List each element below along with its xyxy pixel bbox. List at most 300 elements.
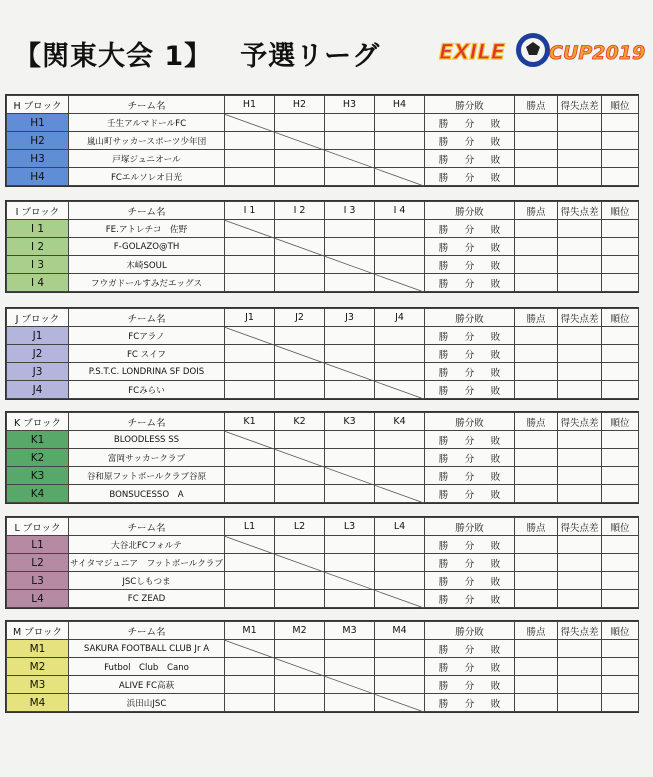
block-j [5,307,639,400]
points-header: 勝点 [515,518,558,536]
match-cell[interactable] [225,572,275,590]
points-cell[interactable] [515,327,558,345]
team-code: J3 [7,363,69,381]
rank-cell[interactable] [602,327,639,345]
team-code: M4 [7,694,69,712]
match-cell[interactable] [325,150,375,168]
team-name: BONSUCESSO A [69,485,225,503]
match-cell[interactable] [275,256,325,274]
wld-label: 敗 [490,260,501,272]
match-cell[interactable] [375,132,425,150]
match-cell[interactable] [375,572,425,590]
goal-diff-cell[interactable] [558,274,602,292]
match-cell[interactable] [225,467,275,485]
opponent-header: L1 [225,518,275,536]
block-name: K ブロック [7,413,69,431]
match-cell[interactable] [325,536,375,554]
wld-label: 勝 [438,278,449,290]
team-code: J4 [7,381,69,399]
league-table [6,412,639,503]
team-header: チーム名 [69,309,225,327]
table-row [7,381,639,399]
wld-cell [425,676,515,694]
wld-label: 分 [464,385,475,397]
match-cell[interactable] [225,590,275,608]
match-cell[interactable] [325,132,375,150]
wld-label: 敗 [490,471,501,483]
rank-cell[interactable] [602,694,639,712]
points-cell[interactable] [515,536,558,554]
rank-cell[interactable] [602,168,639,186]
match-cell[interactable] [375,381,425,399]
wld-label: 勝 [438,242,449,254]
match-cell[interactable] [325,327,375,345]
goal-diff-cell[interactable] [558,485,602,503]
match-cell[interactable] [325,238,375,256]
league-table [6,201,639,292]
team-name: 谷和原フットボールクラブ谷原 [69,467,225,485]
wld-header: 勝分敗 [425,518,515,536]
wld-header: 勝分敗 [425,309,515,327]
team-code: H3 [7,150,69,168]
team-name: SAKURA FOOTBALL CLUB Jr A [69,640,225,658]
team-name: フウガドールすみだエッグス [69,274,225,292]
match-cell[interactable] [325,363,375,381]
match-cell[interactable] [325,431,375,449]
match-cell[interactable] [375,449,425,467]
rank-header: 順位 [602,413,639,431]
match-cell[interactable] [375,640,425,658]
match-cell[interactable] [275,640,325,658]
match-cell[interactable] [225,238,275,256]
team-code: J1 [7,327,69,345]
team-name: 壬生アルマドールFC [69,114,225,132]
rank-cell[interactable] [602,345,639,363]
goal-diff-header: 得失点差 [558,518,602,536]
opponent-header: M2 [275,622,325,640]
match-cell[interactable] [375,467,425,485]
match-cell[interactable] [375,274,425,292]
goal-diff-cell[interactable] [558,640,602,658]
match-cell[interactable] [225,114,275,132]
rank-cell[interactable] [602,431,639,449]
points-cell[interactable] [515,363,558,381]
match-cell[interactable] [275,676,325,694]
wld-label: 分 [464,576,475,588]
team-code: L2 [7,554,69,572]
match-cell[interactable] [325,658,375,676]
points-cell[interactable] [515,220,558,238]
table-row [7,150,639,168]
rank-cell[interactable] [602,590,639,608]
match-cell[interactable] [325,274,375,292]
goal-diff-cell[interactable] [558,150,602,168]
opponent-header: L2 [275,518,325,536]
wld-label: 分 [464,367,475,379]
title-main: 【関東大会 1】 [14,41,213,72]
points-cell[interactable] [515,345,558,363]
rank-cell[interactable] [602,363,639,381]
goal-diff-cell[interactable] [558,238,602,256]
points-cell[interactable] [515,381,558,399]
wld-cell [425,572,515,590]
points-header: 勝点 [515,309,558,327]
block-name: L ブロック [7,518,69,536]
rank-cell[interactable] [602,132,639,150]
wld-label: 勝 [438,435,449,447]
match-cell[interactable] [325,168,375,186]
wld-cell [425,381,515,399]
wld-cell [425,238,515,256]
match-cell[interactable] [275,327,325,345]
wld-label: 勝 [438,385,449,397]
wld-cell [425,658,515,676]
wld-label: 分 [464,471,475,483]
goal-diff-cell[interactable] [558,327,602,345]
goal-diff-cell[interactable] [558,467,602,485]
match-cell[interactable] [275,590,325,608]
league-table [6,621,639,712]
wld-cell [425,640,515,658]
wld-cell [425,449,515,467]
match-cell[interactable] [275,274,325,292]
match-cell[interactable] [225,220,275,238]
points-cell[interactable] [515,640,558,658]
wld-label: 敗 [490,576,501,588]
wld-label: 分 [464,435,475,447]
goal-diff-cell[interactable] [558,658,602,676]
match-cell[interactable] [275,345,325,363]
match-cell[interactable] [325,220,375,238]
match-cell[interactable] [275,220,325,238]
points-cell[interactable] [515,256,558,274]
team-code: I 3 [7,256,69,274]
team-name: 浜田山JSC [69,694,225,712]
match-cell[interactable] [325,256,375,274]
wld-header: 勝分敗 [425,622,515,640]
rank-header: 順位 [602,518,639,536]
block-h [5,94,639,187]
goal-diff-cell[interactable] [558,572,602,590]
match-cell[interactable] [375,431,425,449]
goal-diff-cell[interactable] [558,168,602,186]
table-row [7,431,639,449]
points-cell[interactable] [515,449,558,467]
wld-label: 分 [464,489,475,501]
opponent-header: M4 [375,622,425,640]
goal-diff-cell[interactable] [558,449,602,467]
wld-cell [425,132,515,150]
match-cell[interactable] [375,536,425,554]
points-cell[interactable] [515,554,558,572]
match-cell[interactable] [225,345,275,363]
match-cell[interactable] [225,554,275,572]
match-cell[interactable] [225,694,275,712]
points-cell[interactable] [515,114,558,132]
points-cell[interactable] [515,132,558,150]
team-code: I 4 [7,274,69,292]
match-cell[interactable] [225,132,275,150]
match-cell[interactable] [275,694,325,712]
match-cell[interactable] [375,363,425,381]
team-code: I 2 [7,238,69,256]
match-cell[interactable] [375,150,425,168]
points-cell[interactable] [515,590,558,608]
match-cell[interactable] [375,238,425,256]
match-cell[interactable] [325,572,375,590]
wld-label: 勝 [438,471,449,483]
match-cell[interactable] [375,256,425,274]
wld-cell [425,694,515,712]
wld-header: 勝分敗 [425,202,515,220]
team-code: L1 [7,536,69,554]
points-header: 勝点 [515,96,558,114]
team-name: 戸塚ジュニオール [69,150,225,168]
match-cell[interactable] [275,238,325,256]
goal-diff-cell[interactable] [558,256,602,274]
team-name: FE.アトレチコ 佐野 [69,220,225,238]
match-cell[interactable] [275,150,325,168]
table-header-row [7,622,639,640]
team-code: I 1 [7,220,69,238]
match-cell[interactable] [275,658,325,676]
match-cell[interactable] [225,658,275,676]
match-cell[interactable] [375,554,425,572]
team-name: サイタマジュニア フットボールクラブ [69,554,225,572]
match-cell[interactable] [225,536,275,554]
points-cell[interactable] [515,676,558,694]
goal-diff-cell[interactable] [558,676,602,694]
rank-cell[interactable] [602,536,639,554]
match-cell[interactable] [375,114,425,132]
points-cell[interactable] [515,694,558,712]
rank-cell[interactable] [602,220,639,238]
wld-cell [425,327,515,345]
wld-cell [425,554,515,572]
wld-label: 敗 [490,662,501,674]
table-row [7,676,639,694]
team-name: FC ZEAD [69,590,225,608]
opponent-header: J1 [225,309,275,327]
match-cell[interactable] [325,449,375,467]
match-cell[interactable] [375,168,425,186]
points-cell[interactable] [515,658,558,676]
match-cell[interactable] [275,449,325,467]
goal-diff-cell[interactable] [558,694,602,712]
match-cell[interactable] [375,220,425,238]
team-name: FCエルソレオ日光 [69,168,225,186]
match-cell[interactable] [375,485,425,503]
goal-diff-cell[interactable] [558,554,602,572]
goal-diff-header: 得失点差 [558,622,602,640]
team-code: M3 [7,676,69,694]
wld-label: 敗 [490,278,501,290]
wld-label: 敗 [490,680,501,692]
team-code: M1 [7,640,69,658]
rank-cell[interactable] [602,449,639,467]
match-cell[interactable] [275,431,325,449]
points-cell[interactable] [515,485,558,503]
match-cell[interactable] [225,256,275,274]
match-cell[interactable] [225,449,275,467]
opponent-header: H1 [225,96,275,114]
wld-label: 敗 [490,242,501,254]
match-cell[interactable] [325,640,375,658]
match-cell[interactable] [325,590,375,608]
match-cell[interactable] [325,381,375,399]
points-cell[interactable] [515,168,558,186]
rank-cell[interactable] [602,572,639,590]
points-cell[interactable] [515,274,558,292]
wld-label: 勝 [438,349,449,361]
wld-label: 分 [464,644,475,656]
wld-label: 勝 [438,367,449,379]
wld-cell [425,431,515,449]
wld-label: 勝 [438,576,449,588]
match-cell[interactable] [225,363,275,381]
points-header: 勝点 [515,202,558,220]
svg-text:EXILE: EXILE [439,40,506,64]
match-cell[interactable] [325,485,375,503]
match-cell[interactable] [325,114,375,132]
match-cell[interactable] [275,554,325,572]
team-header: チーム名 [69,622,225,640]
wld-label: 敗 [490,367,501,379]
match-cell[interactable] [225,381,275,399]
match-cell[interactable] [225,485,275,503]
match-cell[interactable] [275,467,325,485]
team-code: H1 [7,114,69,132]
match-cell[interactable] [275,363,325,381]
match-cell[interactable] [375,327,425,345]
wld-label: 敗 [490,349,501,361]
goal-diff-cell[interactable] [558,114,602,132]
match-cell[interactable] [375,345,425,363]
table-header-row [7,202,639,220]
match-cell[interactable] [225,150,275,168]
goal-diff-cell[interactable] [558,590,602,608]
opponent-header: K2 [275,413,325,431]
wld-label: 敗 [490,489,501,501]
wld-label: 分 [464,136,475,148]
match-cell[interactable] [275,572,325,590]
match-cell[interactable] [325,345,375,363]
opponent-header: H2 [275,96,325,114]
opponent-header: J3 [325,309,375,327]
match-cell[interactable] [325,694,375,712]
match-cell[interactable] [275,485,325,503]
rank-cell[interactable] [602,640,639,658]
wld-header: 勝分敗 [425,96,515,114]
wld-label: 分 [464,242,475,254]
match-cell[interactable] [225,640,275,658]
wld-cell [425,467,515,485]
team-header: チーム名 [69,96,225,114]
wld-cell [425,256,515,274]
wld-label: 敗 [490,154,501,166]
match-cell[interactable] [325,676,375,694]
rank-header: 順位 [602,202,639,220]
team-name: 大谷北FCフォルテ [69,536,225,554]
match-cell[interactable] [275,381,325,399]
points-cell[interactable] [515,150,558,168]
match-cell[interactable] [375,658,425,676]
goal-diff-cell[interactable] [558,363,602,381]
match-cell[interactable] [225,274,275,292]
points-cell[interactable] [515,431,558,449]
match-cell[interactable] [275,132,325,150]
team-code: K1 [7,431,69,449]
wld-label: 敗 [490,385,501,397]
rank-cell[interactable] [602,381,639,399]
rank-cell[interactable] [602,467,639,485]
table-row [7,274,639,292]
rank-cell[interactable] [602,114,639,132]
wld-label: 分 [464,172,475,184]
wld-cell [425,150,515,168]
match-cell[interactable] [325,467,375,485]
match-cell[interactable] [325,554,375,572]
team-code: L3 [7,572,69,590]
opponent-header: M3 [325,622,375,640]
rank-cell[interactable] [602,554,639,572]
wld-label: 敗 [490,435,501,447]
goal-diff-cell[interactable] [558,220,602,238]
match-cell[interactable] [225,327,275,345]
wld-label: 勝 [438,331,449,343]
match-cell[interactable] [275,536,325,554]
rank-cell[interactable] [602,274,639,292]
match-cell[interactable] [275,114,325,132]
rank-cell[interactable] [602,676,639,694]
goal-diff-cell[interactable] [558,132,602,150]
wld-label: 分 [464,154,475,166]
match-cell[interactable] [375,590,425,608]
match-cell[interactable] [275,168,325,186]
rank-cell[interactable] [602,238,639,256]
team-header: チーム名 [69,518,225,536]
rank-cell[interactable] [602,658,639,676]
goal-diff-cell[interactable] [558,536,602,554]
table-header-row [7,96,639,114]
match-cell[interactable] [375,676,425,694]
wld-label: 敗 [490,558,501,570]
league-table [6,308,639,399]
goal-diff-cell[interactable] [558,431,602,449]
rank-cell[interactable] [602,150,639,168]
team-name: 嵐山町サッカースポーツ少年団 [69,132,225,150]
team-name: FC スイフ [69,345,225,363]
match-cell[interactable] [375,694,425,712]
rank-cell[interactable] [602,256,639,274]
points-cell[interactable] [515,467,558,485]
wld-cell [425,485,515,503]
rank-cell[interactable] [602,485,639,503]
points-cell[interactable] [515,572,558,590]
team-name: FCアラノ [69,327,225,345]
goal-diff-cell[interactable] [558,345,602,363]
goal-diff-cell[interactable] [558,381,602,399]
points-cell[interactable] [515,238,558,256]
team-name: JSCしもつま [69,572,225,590]
match-cell[interactable] [225,676,275,694]
opponent-header: L3 [325,518,375,536]
team-name: 富岡サッカークラブ [69,449,225,467]
match-cell[interactable] [225,431,275,449]
table-row [7,132,639,150]
match-cell[interactable] [225,168,275,186]
wld-cell [425,363,515,381]
